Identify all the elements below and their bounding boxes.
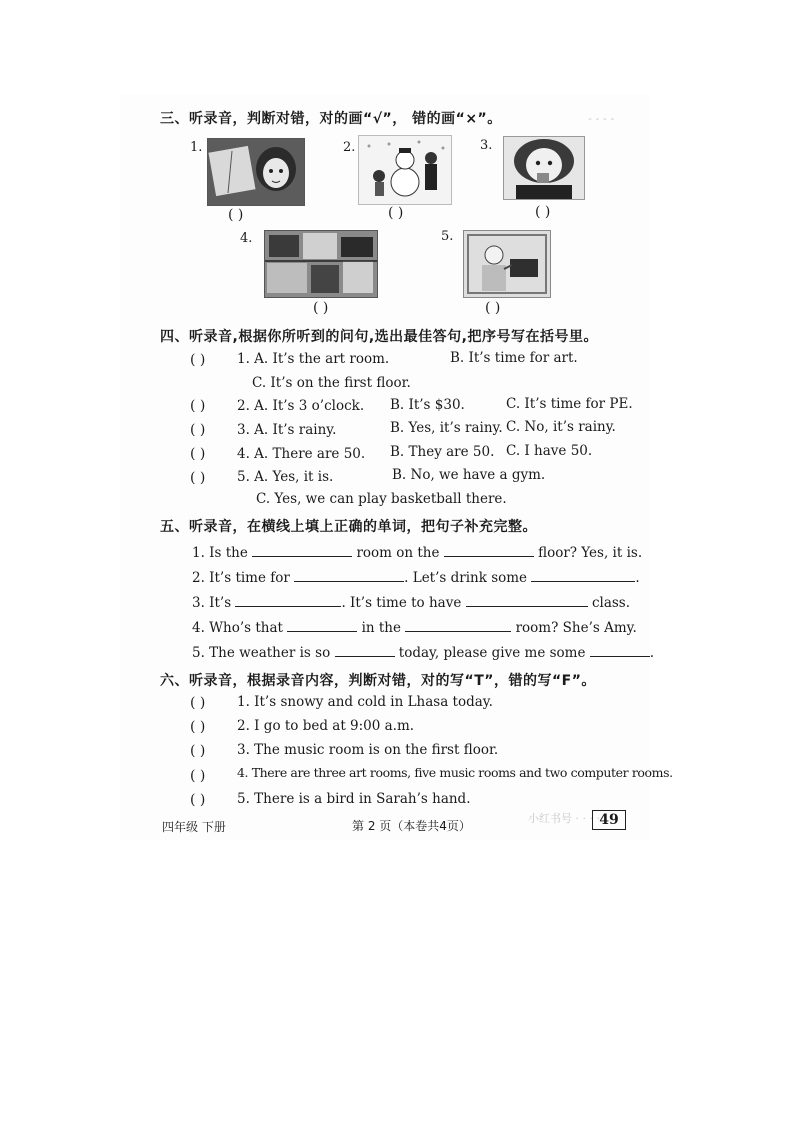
answer-paren-tf5[interactable]: ( ) [190, 792, 206, 808]
sentence-2-part-a: 2. It’s time for [192, 570, 290, 586]
q5-option-a: 5. A. Yes, it is. [237, 469, 334, 485]
fill-blank[interactable] [531, 569, 635, 582]
picture-3-girl-drinking [503, 136, 585, 200]
answer-paren-q2[interactable]: ( ) [190, 398, 206, 414]
answer-paren-1[interactable]: ( ) [228, 207, 244, 223]
q5-option-b: B. No, we have a gym. [392, 467, 546, 483]
q4-option-b: B. They are 50. [390, 444, 495, 460]
tf-statement-2: 2. I go to bed at 9:00 a.m. [237, 718, 415, 734]
fill-blank[interactable] [235, 594, 341, 607]
fill-blank[interactable] [466, 594, 588, 607]
sentence-2-part-c: . [635, 570, 640, 586]
answer-paren-5[interactable]: ( ) [485, 300, 501, 316]
sentence-2 [192, 569, 640, 586]
answer-paren-q1[interactable]: ( ) [190, 352, 206, 368]
answer-paren-tf3[interactable]: ( ) [190, 743, 206, 759]
picture-4-classroom-scene [264, 230, 378, 298]
bleed-mark: 小红书号 · · · · [528, 812, 600, 825]
fill-blank[interactable] [287, 619, 357, 632]
sentence-1-part-b: room on the [356, 545, 440, 561]
sentence-4-part-a: 4. Who’s that [192, 620, 283, 636]
q2-option-c: C. It’s time for PE. [506, 396, 633, 412]
picture-2-snowman [358, 135, 452, 205]
q3-option-c: C. No, it’s rainy. [506, 419, 616, 435]
sentence-3-part-a: 3. It’s [192, 595, 232, 611]
answer-paren-2[interactable]: ( ) [388, 205, 404, 221]
q3-option-b: B. Yes, it’s rainy. [390, 420, 503, 436]
answer-paren-tf1[interactable]: ( ) [190, 695, 206, 711]
q1-option-c: C. It’s on the first floor. [252, 375, 411, 391]
fill-blank[interactable] [405, 619, 511, 632]
grade-label: 四年级 下册 [162, 820, 226, 834]
sentence-4 [192, 619, 637, 636]
q3-option-a: 3. A. It’s rainy. [237, 422, 337, 438]
picture-3-number: 3. [480, 138, 493, 153]
picture-5-teacher-board [463, 230, 551, 298]
sentence-2-part-b: . Let’s drink some [404, 570, 528, 586]
sentence-1-part-a: 1. Is the [192, 545, 248, 561]
sentence-5 [192, 644, 654, 661]
picture-1-girl-reading [207, 138, 305, 206]
q1-option-b: B. It’s time for art. [450, 350, 578, 366]
section-5-title: 五、听录音，在横线上填上正确的单词，把句子补充完整。 [160, 519, 537, 535]
sentence-3 [192, 594, 630, 611]
answer-paren-q4[interactable]: ( ) [190, 446, 206, 462]
sentence-5-part-b: today, please give me some [398, 645, 586, 661]
sentence-3-part-c: class. [591, 595, 631, 611]
sentence-5-part-a: 5. The weather is so [192, 645, 331, 661]
q2-option-b: B. It’s $30. [390, 397, 465, 413]
picture-1-number: 1. [190, 140, 203, 155]
section-4-title: 四、听录音,根据你所听到的问句,选出最佳答句,把序号写在括号里。 [160, 329, 598, 345]
answer-paren-4[interactable]: ( ) [313, 300, 329, 316]
tf-statement-3: 3. The music room is on the first floor. [237, 742, 499, 758]
fill-blank[interactable] [252, 544, 352, 557]
picture-2-number: 2. [343, 140, 356, 155]
q1-option-a: 1. A. It’s the art room. [237, 351, 390, 367]
sentence-1 [192, 544, 642, 561]
fill-blank[interactable] [444, 544, 534, 557]
page-info: 第 2 页（本卷共4页） [352, 819, 471, 833]
fill-blank[interactable] [335, 644, 395, 657]
fill-blank[interactable] [590, 644, 650, 657]
picture-4-number: 4. [240, 231, 253, 246]
bleed-mark: - - - - [588, 112, 615, 125]
sentence-4-part-b: in the [361, 620, 401, 636]
q4-option-c: C. I have 50. [506, 443, 593, 459]
sentence-5-part-c: . [649, 645, 655, 661]
sentence-3-part-b: . It’s time to have [341, 595, 462, 611]
tf-statement-5: 5. There is a bird in Sarah’s hand. [237, 791, 471, 807]
section-6-title: 六、听录音，根据录音内容，判断对错，对的写“T”，错的写“F”。 [160, 673, 596, 689]
sentence-1-part-c: floor? Yes, it is. [538, 545, 643, 561]
section-3-title: 三、听录音，判断对错，对的画“√”， 错的画“×”。 [160, 111, 502, 127]
answer-paren-q5[interactable]: ( ) [190, 470, 206, 486]
fill-blank[interactable] [294, 569, 404, 582]
q5-option-c: C. Yes, we can play basketball there. [256, 491, 507, 507]
sentence-4-part-c: room? She’s Amy. [515, 620, 637, 636]
answer-paren-3[interactable]: ( ) [535, 204, 551, 220]
picture-5-number: 5. [441, 229, 454, 244]
answer-paren-tf2[interactable]: ( ) [190, 719, 206, 735]
answer-paren-tf4[interactable]: ( ) [190, 768, 206, 784]
q4-option-a: 4. A. There are 50. [237, 446, 366, 462]
page-number-box: 49 [592, 810, 626, 830]
answer-paren-q3[interactable]: ( ) [190, 422, 206, 438]
tf-statement-4: 4. There are three art rooms, five music rooms and two computer rooms. [237, 765, 673, 780]
tf-statement-1: 1. It’s snowy and cold in Lhasa today. [237, 694, 493, 710]
q2-option-a: 2. A. It’s 3 o’clock. [237, 398, 365, 414]
